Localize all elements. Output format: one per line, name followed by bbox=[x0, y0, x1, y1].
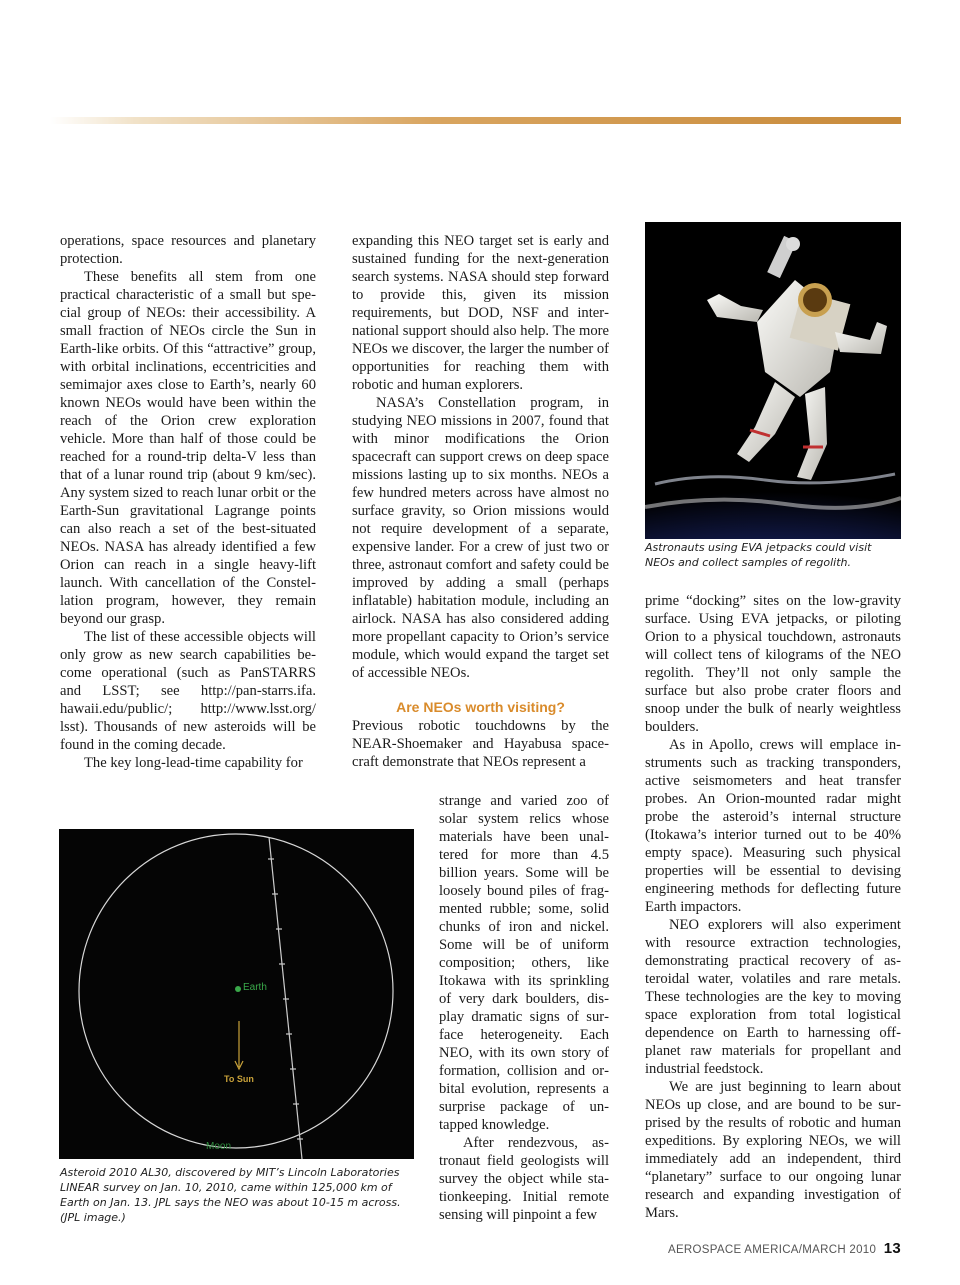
earth-marker bbox=[235, 986, 241, 992]
astronaut-caption: Astronauts using EVA jetpacks could visit NEOs and collect samples of regolith. bbox=[645, 541, 872, 569]
earth-horizon bbox=[645, 432, 901, 539]
orbit-caption: Asteroid 2010 AL30, discovered by MIT’s Lincoln Laboratories LINEAR survey on Jan. 10, 2010, came within 125,000 km of Earth on Jan. 13. JPL says the NEO was about 10-15 m across. (JPL image.) bbox=[60, 1166, 401, 1224]
to-sun-label: To Sun bbox=[224, 1074, 254, 1084]
col2-paragraph-5: After rendezvous, astronaut field geologists will survey the object while stationkeeping. Initial remote sensing will pinpoint a few bbox=[439, 1135, 609, 1223]
orbit-figure bbox=[59, 829, 414, 1159]
moon-label: Moon bbox=[206, 1141, 232, 1152]
page-number: 13 bbox=[883, 1240, 901, 1257]
col3-paragraph-3: NEO explorers will also experiment with resource extraction technologies, demonstrating practical recovery of asteroidal water, volatiles and rare metals. These technologies are the key to moving space exploration from total logistical dependence on Earth to harnessing off-planet raw materials for propellant and industrial feedstock. bbox=[645, 917, 901, 1077]
header-rule bbox=[50, 117, 901, 124]
col2-paragraph-4: strange and varied zoo of solar system relics whose materials have been unaltered for more than 4.5 billion years. Some will be loosely bound piles of fragmented rubble; some, solid chunks of iron and nickel. Some will be of uniform composition; others, like Itokawa with its sprinkling of very dark boulders, display dramatic signs of surface heterogeneity. Each NEO, with its own story of formation, collision and orbital evolution, represents a surprise package of untapped knowledge. bbox=[439, 793, 609, 1133]
earth-label: Earth bbox=[243, 982, 267, 993]
col3-paragraph-2: As in Apollo, crews will emplace instruments such as tracking transponders, active seismometers and heat transfer probes. An Orion-mounted radar might probe the asteroid’s internal structure (Itokawa’s interior turned out to be 40% empty space). Measuring such physical properties will be essential to devising engineering methods for deflecting future Earth impactors. bbox=[645, 737, 901, 915]
publication-name: AEROSPACE AMERICA/MARCH 2010 bbox=[667, 1244, 877, 1256]
column-1 bbox=[60, 232, 316, 772]
col2-paragraph-3: Previous robotic touchdowns by the NEAR-Shoemaker and Hayabusa spacecraft demonstrate that NEOs represent a bbox=[352, 718, 609, 770]
page-footer bbox=[668, 1240, 901, 1257]
astronaut-photo bbox=[645, 222, 901, 539]
orbit-diagram bbox=[59, 829, 414, 1159]
astronaut-illustration bbox=[645, 222, 901, 539]
col1-paragraph-1: operations, space resources and planetary protection. bbox=[60, 233, 316, 267]
section-heading: Are NEOs worth visiting? bbox=[396, 699, 565, 715]
col1-paragraph-2: These benefits all stem from one practical characteristic of a small but special group of NEOs: their accessibility. A small fraction of NEOs circle the Sun in Earth-like orbits. Of this “attractive” group, with orbital inclinations, eccentricities and semimajor axes close to Earth’s, nearly 60 known NEOs would have been within the reach of the Orion crew exploration vehicle. More than half of those could be reached for a round-trip delta-V less than that of a lunar round trip (about 9 km/sec). Any system sized to reach lunar orbit or the Earth-Sun gravitational Lagrange points can also reach a set of the best-situated NEOs. NASA has already identified a few Orion can reach in a single heavy-lift launch. With cancellation of the Constellation program, however, they remain beyond our grasp. bbox=[60, 269, 316, 627]
col2-paragraph-1: expanding this NEO target set is early and sustained funding for the next-generation search systems. NASA should step forward to provide this, given its mission requirements, but DOD, NSF and international support should also help. The more NEOs we discover, the larger the number of opportunities for reaching them with robotic and human explorers. bbox=[352, 233, 609, 393]
column-3 bbox=[645, 592, 901, 1222]
col3-paragraph-4: We are just beginning to learn about NEOs up close, and are bound to be surprised by the results of robotic and human expeditions. By exploring NEOs, we will immediately add an independent, third “planetary” surface to our ongoing lunar research and expanding investigation of Mars. bbox=[645, 1079, 901, 1221]
col3-paragraph-1: prime “docking” sites on the low-gravity surface. Using EVA jetpacks, or piloting Orion to a physical touchdown, astronauts will collect tens of kilograms of the NEO regolith. They’ll not only sample the surface but also probe crater floors and snoop under the bulk of nearly weightless boulders. bbox=[645, 593, 901, 735]
col2-paragraph-2: NASA’s Constellation program, in studying NEO missions in 2007, found that with minor modifications the Orion spacecraft can support crews on deep space missions lasting up to six months. NEOs a few hundred meters across have almost no surface gravity, so Orion missions would not require development of a separate, expensive lander. For a crew of just two or three, astronaut comfort and safety could be improved by adding a small (perhaps inflatable) habitation module, including an airlock. NASA has also considered adding more propellant capacity to Orion’s service module, which would expand the target set of accessible NEOs. bbox=[352, 395, 609, 681]
col1-paragraph-4: The key long-lead-time capability for bbox=[84, 755, 303, 771]
column-2 bbox=[352, 232, 609, 771]
col1-paragraph-3: The list of these accessible objects will only grow as new search capabilities become operational (such as PanSTARRS and LSST; see http://pan-starrs.ifa. hawaii.edu/public/; http://www.lsst.org/ lsst). Thousands of new asteroids will be found in the coming decade. bbox=[60, 629, 316, 753]
column-2-narrow bbox=[439, 792, 609, 1224]
